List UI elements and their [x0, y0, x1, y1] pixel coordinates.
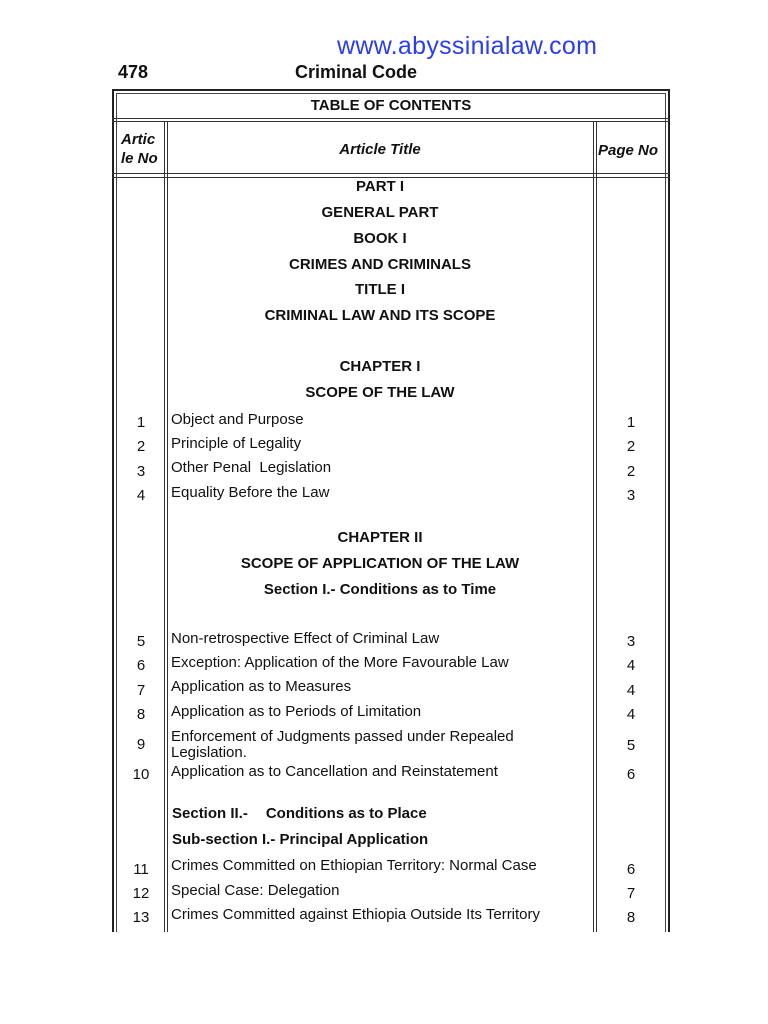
column-header-article-no: Artic le No: [121, 131, 158, 167]
article-number: 12: [132, 885, 150, 902]
column-divider: [596, 121, 597, 932]
article-title: Exception: Application of the More Favourable Law: [171, 654, 509, 671]
section-1-heading: [166, 581, 594, 598]
article-title: Application as to Periods of Limitation: [171, 703, 422, 720]
subsection-1-heading: [172, 831, 428, 848]
scope-of-law-heading: SCOPE OF THE LAW: [305, 384, 455, 401]
divider: [112, 173, 670, 174]
article-number: 5: [136, 633, 146, 650]
article-number: 2: [136, 438, 146, 455]
article-title: Object and Purpose: [171, 411, 304, 428]
article-page: 4: [626, 682, 636, 699]
article-title: Other Penal Legislation: [171, 459, 332, 476]
article-page: 8: [626, 909, 636, 926]
article-page: 3: [626, 633, 636, 650]
article-title: Enforcement of Judgments passed under Repealed Legislation.: [171, 728, 514, 761]
article-title: Equality Before the Law: [171, 484, 330, 501]
part-heading: PART I: [355, 178, 405, 195]
article-page: 7: [626, 885, 636, 902]
article-page: 2: [626, 463, 636, 480]
article-title: Application as to Cancellation and Reinstatement: [171, 763, 498, 780]
page-number: 478: [118, 62, 149, 82]
divider: [112, 118, 670, 119]
title-heading: TITLE I: [355, 281, 405, 298]
column-header-page-no: Page No: [598, 142, 659, 159]
article-page: 2: [626, 438, 636, 455]
article-page: 1: [626, 414, 636, 431]
article-number: 10: [132, 766, 150, 783]
section-2-label: Section II.-: [172, 805, 248, 822]
article-title: Crimes Committed against Ethiopia Outside Its Territory: [171, 906, 541, 923]
article-title: Crimes Committed on Ethiopian Territory: Normal Case: [171, 857, 537, 874]
general-part-heading: GENERAL PART: [321, 204, 439, 221]
book-heading: BOOK I: [353, 230, 407, 247]
book-title: Criminal Code: [295, 62, 418, 82]
article-page: 4: [626, 706, 636, 723]
article-number: 11: [133, 861, 149, 878]
article-number: 6: [136, 657, 146, 674]
section-1-label: Section I.-: [263, 581, 336, 598]
section-1-text: Conditions as to Time: [339, 581, 497, 598]
column-header-article-title: Article Title: [339, 141, 421, 158]
scope-of-application-heading: SCOPE OF APPLICATION OF THE LAW: [240, 555, 520, 572]
column-divider: [164, 121, 165, 932]
article-number: 13: [132, 909, 150, 926]
chapter-2-heading: CHAPTER II: [337, 529, 423, 546]
article-number: 3: [136, 463, 146, 480]
article-page: 5: [626, 737, 636, 754]
article-page: 3: [626, 487, 636, 504]
article-title: Special Case: Delegation: [171, 882, 340, 899]
toc-title: TABLE OF CONTENTS: [310, 97, 472, 114]
article-title: Application as to Measures: [171, 678, 352, 695]
article-title: Non-retrospective Effect of Criminal Law: [171, 630, 440, 647]
criminal-law-scope-heading: CRIMINAL LAW AND ITS SCOPE: [264, 307, 496, 324]
section-2-text: Conditions as to Place: [265, 805, 427, 822]
section-2-heading: [172, 805, 427, 822]
subsection-1-text: Principal Application: [279, 831, 429, 848]
article-title: Principle of Legality: [171, 435, 302, 452]
website-url: www.abyssinialaw.com: [337, 32, 598, 60]
article-number: 7: [136, 682, 146, 699]
article-page: 6: [626, 861, 636, 878]
article-number: 1: [136, 414, 146, 431]
crimes-criminals-heading: CRIMES AND CRIMINALS: [289, 256, 471, 273]
subsection-1-label: Sub-section I.-: [172, 831, 276, 848]
article-number: 8: [136, 706, 146, 723]
chapter-1-heading: CHAPTER I: [339, 358, 421, 375]
article-page: 6: [626, 766, 636, 783]
article-page: 4: [626, 657, 636, 674]
article-number: 4: [136, 487, 146, 504]
divider: [112, 121, 670, 122]
article-number: 9: [136, 736, 146, 753]
